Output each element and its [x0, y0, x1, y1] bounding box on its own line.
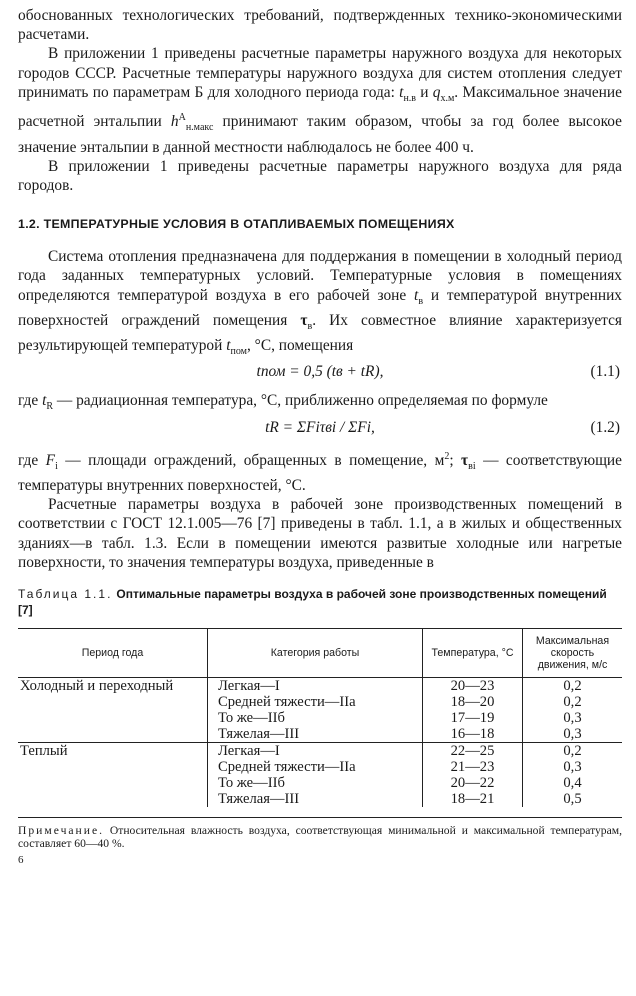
superscript: 2: [444, 450, 450, 462]
paragraph-areas: [18, 447, 622, 496]
table-caption: [18, 586, 622, 618]
temperature-value: 18—20: [450, 694, 495, 711]
text-run: , °С, помещения: [246, 337, 354, 355]
cell-period: Теплый: [18, 743, 208, 808]
section-heading: 1.2. ТЕМПЕРАТУРНЫЕ УСЛОВИЯ В ОТАПЛИВАЕМЫХ ПОМЕЩЕНИЯХ: [18, 217, 455, 232]
category-value: То же—IIб: [218, 775, 285, 792]
subscript: н.макс: [185, 122, 214, 134]
subscript: R: [46, 401, 54, 413]
symbol-q: q: [432, 83, 441, 101]
header-category: Категория работы: [208, 629, 423, 678]
formula-1-2: [18, 419, 622, 445]
text-run: . Их совместное влияние характеризуется результирующей температурой: [18, 311, 623, 355]
page-number: 6: [18, 854, 24, 867]
speed-value: 0,4: [563, 775, 582, 792]
text-run: В приложении 1 приведены расчетные параметры наружного воздуха для некоторых городов СССР. Расчетные температуры наружного воздуха для систем отопления следует принимать по параметрам Б для холодного периода года:: [18, 45, 622, 101]
formula-number: (1.2): [590, 418, 620, 436]
symbol-h: h: [170, 113, 179, 131]
cell-category: [208, 678, 423, 743]
speed-value: 0,3: [563, 710, 582, 727]
category-value: Тяжелая—III: [218, 726, 300, 743]
note-label: Примечание.: [18, 824, 104, 838]
subscript: вi: [468, 460, 476, 472]
category-value: Легкая—I: [218, 678, 280, 695]
text-run: — радиационная температура, °С, приближенно определяемая по формуле: [53, 392, 548, 410]
symbol-tau: τ: [300, 311, 308, 329]
category-value: Средней тяжести—IIа: [218, 759, 356, 776]
text-run: . Максимальное значение расчетной энтальпии: [18, 83, 622, 131]
temperature-value: 16—18: [450, 726, 495, 743]
table-header-row: [18, 629, 622, 678]
paragraph-intro-end: обоснованных технологических требований, подтвержденных технико-экономическими расчетами.: [18, 7, 622, 44]
subscript: i: [55, 460, 58, 472]
formula-1-1: [18, 363, 622, 389]
table-group-cold: [18, 678, 622, 743]
superscript: А: [178, 112, 186, 124]
temperature-value: 21—23: [450, 759, 495, 776]
cell-speed: [523, 743, 623, 808]
subscript: х.м: [440, 92, 455, 104]
document-page: [18, 6, 622, 866]
symbol-f: F: [45, 451, 56, 469]
paragraph-appendix-params: [18, 44, 622, 156]
speed-value: 0,3: [563, 759, 582, 776]
text-run: — площади ограждений, обращенных в помещение, м: [57, 451, 445, 469]
text-run: и: [416, 83, 433, 101]
formula-expression: tпом = 0,5 (tв + tR),: [256, 363, 384, 381]
category-value: То же—IIб: [218, 710, 285, 727]
subscript: н.в: [403, 92, 417, 104]
paragraph-design-params: Расчетные параметры воздуха в рабочей зоне производственных помещений в соответствии с ГОСТ 12.1.005—76 [7] приведены в табл. 1.1, а в жилых и общественных зданиях—в табл. 1.3. Если в помещении имеются развитые холодные или нагретые поверхности, то значения температуры воздуха, приведенные в: [18, 496, 622, 571]
symbol-tau: τ: [461, 451, 469, 469]
category-value: Тяжелая—III: [218, 791, 300, 808]
text-run: — соответствующие температуры внутренних поверхностей, °С.: [18, 451, 622, 495]
note-text: Относительная влажность воздуха, соответствующая минимальной и максимальной температурам, составляет 60—40 %.: [18, 824, 622, 851]
table-title: Оптимальные параметры воздуха в рабочей зоне производственных помещений [7]: [18, 587, 607, 618]
cell-period: Холодный и переходный: [20, 678, 174, 695]
speed-value: 0,3: [563, 726, 582, 743]
header-period: Период года: [18, 629, 208, 678]
table-label: Таблица 1.1.: [18, 587, 113, 602]
formula-expression: tR = ΣFiτвi / ΣFi,: [265, 418, 375, 436]
category-value: Легкая—I: [218, 743, 280, 760]
paragraph-appendix-cities: В приложении 1 приведены расчетные параметры наружного воздуха для ряда городов.: [18, 157, 622, 194]
cell-temperature: [423, 678, 523, 743]
symbol-t: t: [42, 392, 47, 410]
air-parameters-table: [18, 628, 622, 807]
paragraph-heating-system: [18, 247, 622, 361]
temperature-value: 22—25: [450, 743, 495, 760]
cell-temperature: [423, 743, 523, 808]
header-speed: Максимальная скорость движения, м/с: [523, 629, 623, 678]
text-run: где: [18, 392, 43, 410]
category-value: Средней тяжести—IIа: [218, 694, 356, 711]
text-run: Система отопления предназначена для поддержания в помещении в холодный период года заданных температурных условий. Температурные условия в помещениях определяются температурой воздуха в его рабочей зоне: [18, 248, 622, 304]
cell-speed: [523, 678, 623, 743]
subscript: в: [418, 295, 424, 307]
subscript: в: [307, 320, 313, 332]
text-run: принимают таким образом, чтобы за год более высокое значение энтальпии в данной местности наблюдалось не более 400 ч.: [18, 113, 622, 156]
temperature-value: 17—19: [450, 710, 495, 727]
cell-category: [208, 743, 423, 808]
symbol-t: t: [399, 83, 404, 101]
speed-value: 0,2: [563, 678, 582, 695]
subscript: пом: [230, 346, 247, 358]
temperature-value: 20—23: [450, 678, 495, 695]
text-run: где: [18, 451, 46, 469]
symbol-t: t: [226, 337, 231, 355]
table-note: [18, 817, 622, 850]
text-run: и температурой внутренних поверхностей ограждений помещения: [18, 286, 622, 329]
text-run: ;: [449, 451, 462, 469]
paragraph-radiation-temp: [18, 391, 622, 416]
speed-value: 0,2: [563, 694, 582, 711]
table-group-warm: [18, 743, 622, 808]
speed-value: 0,2: [563, 743, 582, 760]
temperature-value: 20—22: [450, 775, 495, 792]
speed-value: 0,5: [563, 791, 582, 808]
header-temperature: Температура, °С: [423, 629, 523, 678]
symbol-t: t: [414, 286, 419, 304]
temperature-value: 18—21: [450, 791, 495, 808]
formula-number: (1.1): [590, 363, 620, 381]
